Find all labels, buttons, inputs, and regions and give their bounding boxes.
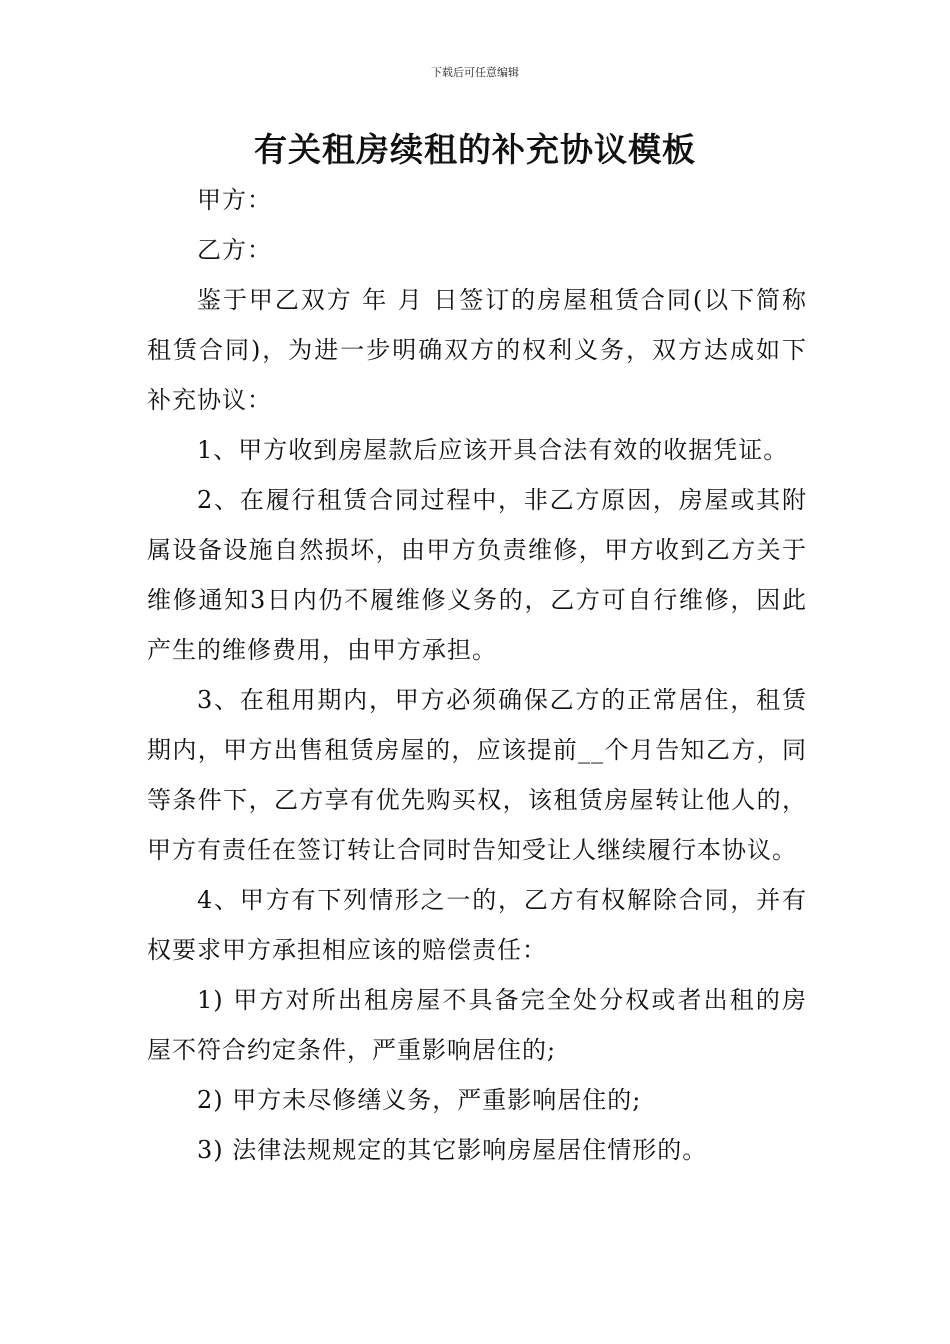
intro-paragraph: 鉴于甲乙双方 年 月 日签订的房屋租赁合同(以下简称租赁合同)，为进一步明确双方的权利义务，双方达成如下补充协议：: [147, 286, 807, 414]
clause-3: 3、在租用期内，甲方必须确保乙方的正常居住，租赁期内，甲方出售租赁房屋的，应该提前__个月告知乙方，同等条件下，乙方享有优先购买权，该租赁房屋转让他人的，甲方有责任在签订转让合同时告知受让人继续履行本协议。: [147, 686, 807, 864]
clause-1: 1、甲方收到房屋款后应该开具合法有效的收据凭证。: [197, 436, 789, 464]
sub-item-1: 1) 甲方对所出租房屋不具备完全处分权或者出租的房屋不符合约定条件，严重影响居住的;: [147, 986, 807, 1064]
clause-4: 4、甲方有下列情形之一的，乙方有权解除合同，并有权要求甲方承担相应该的赔偿责任：: [147, 886, 807, 964]
sub-item-3: 3) 法律法规规定的其它影响房屋居住情形的。: [197, 1136, 708, 1164]
document-title: 有关租房续租的补充协议模板: [254, 130, 696, 169]
party-b-line: 乙方：: [197, 236, 272, 264]
party-a-line: 甲方：: [197, 186, 272, 214]
sub-item-2: 2) 甲方未尽修缮义务，严重影响居住的;: [197, 1086, 642, 1114]
clause-2: 2、在履行租赁合同过程中，非乙方原因，房屋或其附属设备设施自然损坏，由甲方负责维修，甲方收到乙方关于维修通知3日内仍不履维修义务的，乙方可自行维修，因此产生的维修费用，由甲方承担。: [147, 486, 807, 664]
header-note: 下载后可任意编辑: [431, 66, 519, 79]
document-body: [147, 175, 807, 1175]
